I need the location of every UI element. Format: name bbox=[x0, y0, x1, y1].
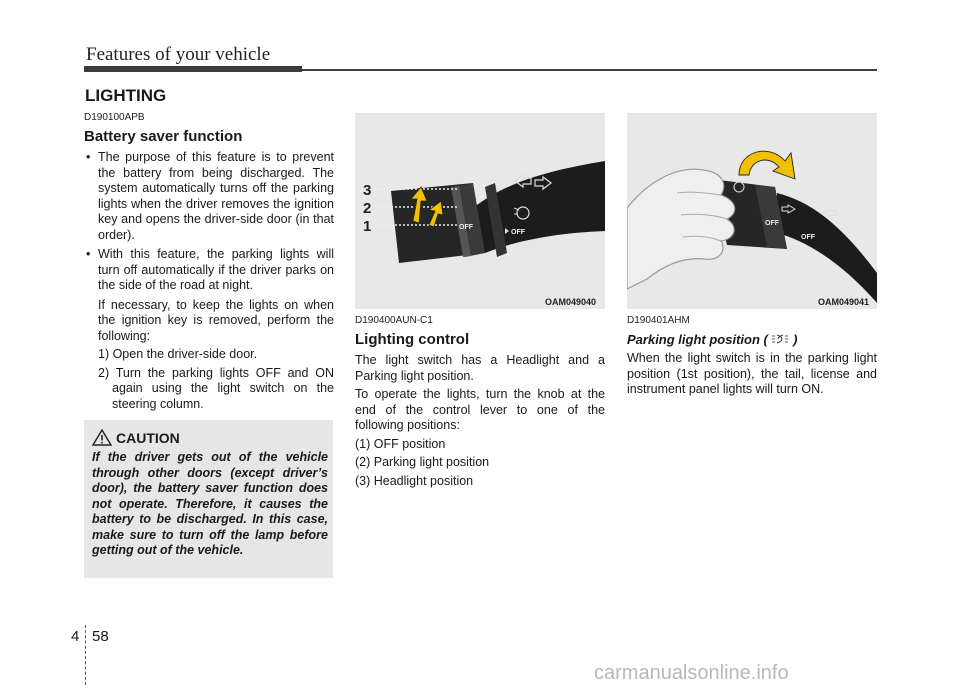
hand-turning-knob-illustration bbox=[627, 113, 877, 309]
watermark: carmanualsonline.info bbox=[594, 662, 789, 684]
battery-saver-heading: Battery saver function bbox=[84, 128, 243, 145]
off-label: OFF bbox=[459, 224, 473, 231]
bullet-item: • The purpose of this feature is to prevent the battery from being discharged. The system automatically turns off the parking lights when the driver removes the ignition key and opens the driver-side door (in that order). bbox=[84, 150, 334, 243]
figure-label: OAM049040 bbox=[545, 297, 597, 307]
bullet-item: • With this feature, the parking lights will turn off automatically if the driver parks on the side of the road at night. bbox=[84, 247, 334, 294]
heading-text: ) bbox=[793, 332, 798, 347]
step-item: 1) Open the driver-side door. bbox=[98, 347, 258, 361]
position-number-2: 2 bbox=[363, 200, 372, 217]
paragraph: The light switch has a Headlight and a Parking light position. bbox=[355, 353, 605, 383]
header-rule-thick bbox=[84, 66, 302, 72]
section-code: D190401AHM bbox=[627, 315, 690, 326]
position-number-3: 3 bbox=[363, 182, 372, 199]
header-rule-thin bbox=[302, 69, 877, 71]
step-item: 2) Turn the parking lights OFF and ON again using the light switch on the steering column. bbox=[98, 365, 334, 411]
off-label: OFF bbox=[765, 220, 779, 227]
figure-label: OAM049041 bbox=[818, 297, 870, 307]
parking-light-body: When the light switch is in the parking light position (1st position), the tail, license and instrument panel lights will turn ON. bbox=[627, 351, 877, 396]
paragraph: To operate the lights, turn the knob at the end of the control lever to one of the following positions: bbox=[355, 387, 605, 432]
column-middle bbox=[355, 315, 605, 492]
page-number-divider bbox=[85, 625, 87, 685]
column-left bbox=[84, 112, 334, 415]
caution-text: If the driver gets out of the vehicle through other doors (except driver’s door), the battery saver function does not operate. Therefore, it causes the battery to be discharged. In this case, make sure to turn off the lamp before getting out of the vehicle. bbox=[92, 450, 328, 557]
header-title: Features of your vehicle bbox=[86, 44, 271, 65]
battery-saver-body bbox=[84, 150, 334, 412]
column-right bbox=[627, 315, 877, 401]
section-title: LIGHTING bbox=[85, 86, 167, 105]
caution-title: CAUTION bbox=[116, 430, 180, 446]
section-code: D190100APB bbox=[84, 112, 145, 123]
light-switch-lever-illustration bbox=[355, 113, 605, 309]
figure-light-switch-positions bbox=[355, 113, 605, 309]
lighting-control-heading: Lighting control bbox=[355, 331, 470, 348]
warning-icon bbox=[92, 429, 112, 446]
heading-text: Parking light position ( bbox=[627, 332, 768, 347]
position-number-1: 1 bbox=[363, 218, 372, 235]
off-label: OFF bbox=[801, 234, 815, 241]
position-item: (2) Parking light position bbox=[355, 455, 490, 469]
chapter-number: 4 bbox=[71, 628, 80, 645]
off-label: OFF bbox=[511, 229, 525, 236]
parking-light-icon bbox=[771, 333, 789, 345]
paragraph: If necessary, to keep the lights on when the ignition key is removed, perform the following: bbox=[98, 297, 334, 343]
page-number: 58 bbox=[92, 628, 109, 645]
parking-light-heading bbox=[627, 332, 877, 347]
position-item: (1) OFF position bbox=[355, 436, 446, 451]
lighting-control-body bbox=[355, 353, 605, 489]
position-item: (3) Headlight position bbox=[355, 473, 474, 488]
figure-parking-light-position bbox=[627, 113, 877, 309]
section-code: D190400AUN-C1 bbox=[355, 315, 433, 326]
